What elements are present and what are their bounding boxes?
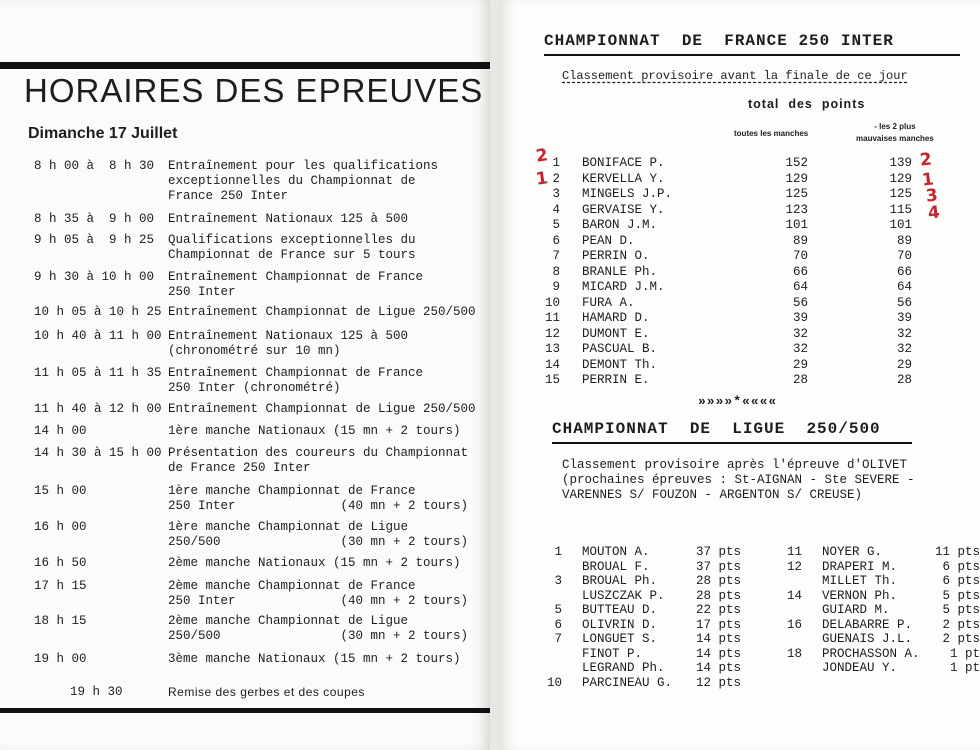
- schedule-description: Entraînement Championnat de France 250 Inter (chronométré): [168, 366, 424, 395]
- rider-points: 1 pt: [949, 646, 980, 661]
- table-row: [740, 545, 980, 559]
- rider-name: BARON J.M.: [582, 218, 658, 232]
- france-title-rule: [544, 54, 960, 56]
- schedule-time: 11 h 05 à 11 h 35: [34, 366, 162, 380]
- table-row: [500, 342, 980, 357]
- rider-name: LEGRAND Ph.: [582, 661, 665, 675]
- schedule-time: 14 h 30 à 15 h 00: [34, 446, 162, 460]
- schedule-time: 9 h 30 à 10 h 00: [34, 270, 155, 284]
- schedule-time: 11 h 40 à 12 h 00: [34, 402, 162, 416]
- rank-number: 1: [552, 156, 560, 170]
- rank-number: 18: [786, 646, 802, 661]
- rider-name: DELABARRE P.: [822, 617, 913, 632]
- rider-points: 28 pts: [696, 588, 742, 603]
- total-points: 32: [792, 326, 808, 341]
- schedule-description: Entraînement pour les qualifications exceptionnelles du Championnat de France 250 Inter: [168, 159, 439, 203]
- rank-number: 6: [552, 233, 560, 248]
- rider-name: FURA A.: [582, 295, 635, 310]
- table-row: [500, 647, 740, 661]
- rank-number: 3: [554, 574, 562, 588]
- schedule-description: 1ère manche Championnat de France 250 Inter (40 mn + 2 tours): [168, 484, 469, 513]
- total-points: 152: [785, 156, 808, 170]
- schedule-description: 2ème manche Nationaux (15 mn + 2 tours): [168, 556, 461, 570]
- best-points: 29: [896, 357, 912, 372]
- top-rule: [0, 62, 490, 69]
- total-points: 101: [785, 218, 808, 232]
- schedule-description: Qualifications exceptionnelles du Championnat de France sur 5 tours: [168, 233, 416, 262]
- table-row: [500, 373, 980, 388]
- rank-number: 13: [544, 342, 560, 356]
- rider-points: 22 pts: [696, 603, 742, 617]
- total-points: 28: [792, 373, 808, 387]
- rank-number: 5: [552, 218, 560, 232]
- rank-number: 2: [552, 171, 560, 186]
- rider-points: 2 pts: [942, 617, 980, 632]
- rank-number: 7: [552, 249, 560, 263]
- table-row: [500, 249, 980, 264]
- france-subtitle: Classement provisoire avant la finale de ce jour: [562, 69, 908, 83]
- rider-points: 11 pts: [934, 545, 980, 559]
- rider-name: PASCUAL B.: [582, 342, 658, 356]
- table-row: [500, 172, 980, 187]
- rider-name: GUENAIS J.L.: [822, 632, 913, 646]
- rank-number: 15: [544, 373, 560, 387]
- table-row: [740, 647, 980, 661]
- schedule-description: Entraînement Nationaux 125 à 500 (chronométré sur 10 mn): [168, 329, 409, 358]
- schedule-time: 8 h 35 à 9 h 00: [34, 212, 155, 226]
- schedule-description: Entraînement Championnat de Ligue 250/500: [168, 305, 476, 319]
- rider-points: 28 pts: [696, 574, 742, 588]
- rank-number: 4: [552, 202, 560, 217]
- best-points: 28: [896, 373, 912, 387]
- table-row: [500, 632, 740, 646]
- total-points: 64: [792, 280, 808, 294]
- day-heading: Dimanche 17 Juillet: [28, 125, 178, 142]
- total-points: 125: [785, 187, 808, 201]
- total-points: 89: [792, 233, 808, 248]
- rider-name: BROUAL F.: [582, 559, 650, 574]
- table-row: [500, 187, 980, 202]
- schedule-description: 1ère manche Championnat de Ligue 250/500 (30 mn + 2 tours): [168, 520, 469, 549]
- table-row: [500, 545, 740, 559]
- rider-points: 14 pts: [696, 646, 742, 661]
- rider-name: BROUAL Ph.: [582, 574, 658, 588]
- best-points: 70: [896, 249, 912, 263]
- table-row: [500, 574, 740, 588]
- rider-points: 5 pts: [942, 603, 980, 617]
- ligue-subtitle: Classement provisoire après l'épreuve d'OLIVET (prochaines épreuves : St-AIGNAN - Ste SEVERE - VARENNES S/ FOUZON - ARGENTON S/ CREUSE): [562, 458, 915, 502]
- schedule-description: Entraînement Championnat de France 250 Inter: [168, 270, 424, 299]
- table-row: [500, 265, 980, 280]
- table-row: [500, 203, 980, 218]
- rider-name: BRANLE Ph.: [582, 264, 658, 279]
- table-row: [500, 296, 980, 311]
- table-row: [500, 661, 740, 675]
- table-row: [740, 574, 980, 588]
- schedule-description: 3ème manche Nationaux (15 mn + 2 tours): [168, 652, 461, 666]
- rank-number: 9: [552, 280, 560, 294]
- rider-points: 1 pt: [949, 661, 980, 675]
- rider-points: 6 pts: [942, 559, 980, 574]
- column-all-rounds: toutes les manches: [734, 129, 809, 138]
- total-points: 129: [785, 171, 808, 186]
- rank-number: 11: [544, 311, 560, 325]
- schedule-description: Remise des gerbes et des coupes: [168, 685, 365, 699]
- section-separator: »»»»*««««: [698, 394, 778, 409]
- schedule-time: 9 h 05 à 9 h 25: [34, 233, 155, 247]
- schedule-time: 16 h 50: [34, 556, 87, 570]
- table-row: [500, 311, 980, 326]
- table-row: [740, 632, 980, 646]
- rank-number: 10: [544, 295, 560, 310]
- rider-points: 17 pts: [696, 617, 742, 632]
- handwritten-mark: 2: [534, 145, 550, 167]
- rank-number: 14: [544, 357, 560, 372]
- rider-name: MILLET Th.: [822, 574, 898, 588]
- schedule-description: Présentation des coureurs du Championnat de France 250 Inter: [168, 446, 469, 475]
- best-points: 115: [889, 202, 912, 217]
- rank-number: 3: [552, 187, 560, 201]
- rider-points: 6 pts: [942, 574, 980, 588]
- best-points: 56: [896, 295, 912, 310]
- rider-name: KERVELLA Y.: [582, 171, 665, 186]
- rider-name: DUMONT E.: [582, 326, 650, 341]
- total-points: 66: [792, 264, 808, 279]
- table-row: [740, 560, 980, 574]
- rank-number: 1: [554, 545, 562, 559]
- rider-name: PROCHASSON A.: [822, 646, 920, 661]
- best-points: 139: [889, 156, 912, 170]
- schedule-description: 2ème manche Championnat de Ligue 250/500 (30 mn + 2 tours): [168, 614, 469, 643]
- schedule-description: 1ère manche Nationaux (15 mn + 2 tours): [168, 424, 461, 438]
- total-points: 56: [792, 295, 808, 310]
- table-row: [500, 156, 980, 171]
- rider-points: 37 pts: [696, 545, 742, 559]
- rider-name: PERRIN E.: [582, 373, 650, 387]
- rank-number: 14: [786, 588, 802, 603]
- rider-name: PEAN D.: [582, 233, 635, 248]
- rider-name: FINOT P.: [582, 646, 643, 661]
- rider-name: PARCINEAU G.: [582, 675, 673, 690]
- rider-points: 14 pts: [696, 661, 742, 675]
- table-row: [500, 560, 740, 574]
- rank-number: 5: [554, 603, 562, 617]
- rider-name: DRAPERI M.: [822, 559, 898, 574]
- table-row: [500, 676, 740, 690]
- rank-number: 16: [786, 617, 802, 632]
- rank-number: 7: [554, 632, 562, 646]
- rider-name: LUSZCZAK P.: [582, 588, 665, 603]
- total-points-header: total des points: [748, 97, 866, 111]
- rider-name: HAMARD D.: [582, 311, 650, 325]
- rider-name: NOYER G.: [822, 545, 883, 559]
- table-row: [500, 234, 980, 249]
- rank-number: 8: [552, 264, 560, 279]
- rider-name: MINGELS J.P.: [582, 187, 673, 201]
- table-row: [500, 603, 740, 617]
- bottom-rule: [0, 708, 490, 713]
- best-points: 129: [889, 171, 912, 186]
- schedule-time: 8 h 00 à 8 h 30: [34, 159, 155, 173]
- schedule-time: 18 h 15: [34, 614, 87, 628]
- france-title: CHAMPIONNAT DE FRANCE 250 INTER: [544, 32, 894, 50]
- schedule-time: 10 h 40 à 11 h 00: [34, 329, 162, 343]
- best-points: 125: [889, 187, 912, 201]
- rider-name: GUIARD M.: [822, 603, 890, 617]
- rider-points: 37 pts: [696, 559, 742, 574]
- schedule-time: 16 h 00: [34, 520, 87, 534]
- table-row: [500, 358, 980, 373]
- schedule-time: 19 h 00: [34, 652, 87, 666]
- column-minus-worst: - les 2 plus mauvaises manches: [856, 122, 934, 143]
- rank-number: 11: [786, 545, 802, 559]
- rank-number: 12: [786, 559, 802, 574]
- schedule-description: 2ème manche Championnat de France 250 Inter (40 mn + 2 tours): [168, 579, 469, 608]
- handwritten-mark: 4: [926, 202, 941, 224]
- best-points: 32: [896, 326, 912, 341]
- table-row: [500, 327, 980, 342]
- table-row: [500, 218, 980, 233]
- total-points: 29: [792, 357, 808, 372]
- handwritten-mark: 2: [918, 149, 933, 171]
- handwritten-mark: 3: [924, 185, 939, 207]
- schedule-time: 10 h 05 à 10 h 25: [34, 305, 162, 319]
- rank-number: 10: [546, 675, 562, 690]
- schedule-time: 17 h 15: [34, 579, 87, 593]
- total-points: 70: [792, 249, 808, 263]
- ligue-title-rule: [552, 442, 912, 444]
- rider-points: 2 pts: [942, 632, 980, 646]
- table-row: [500, 618, 740, 632]
- schedule-time: 15 h 00: [34, 484, 87, 498]
- table-row: [500, 589, 740, 603]
- table-row: [740, 603, 980, 617]
- rider-points: 12 pts: [696, 675, 742, 690]
- best-points: 32: [896, 342, 912, 356]
- handwritten-mark: 1: [534, 168, 550, 190]
- right-page: [500, 0, 980, 750]
- best-points: 64: [896, 280, 912, 294]
- schedule-time: 19 h 30: [70, 685, 123, 699]
- rider-name: VERNON Ph.: [822, 588, 898, 603]
- rider-name: PERRIN O.: [582, 249, 650, 263]
- total-points: 32: [792, 342, 808, 356]
- best-points: 101: [889, 218, 912, 232]
- table-row: [500, 280, 980, 295]
- rider-name: OLIVRIN D.: [582, 617, 658, 632]
- rider-name: BUTTEAU D.: [582, 603, 658, 617]
- table-row: [740, 618, 980, 632]
- rider-points: 14 pts: [696, 632, 742, 646]
- page-title: HORAIRES DES EPREUVES: [24, 72, 484, 109]
- total-points: 123: [785, 202, 808, 217]
- ligue-title: CHAMPIONNAT DE LIGUE 250/500: [552, 420, 881, 438]
- best-points: 89: [896, 233, 912, 248]
- rider-name: MOUTON A.: [582, 545, 650, 559]
- rider-name: MICARD J.M.: [582, 280, 665, 294]
- rider-name: GERVAISE Y.: [582, 202, 665, 217]
- schedule-description: Entraînement Championnat de Ligue 250/500: [168, 402, 476, 416]
- rider-name: JONDEAU Y.: [822, 661, 898, 675]
- rank-number: 12: [544, 326, 560, 341]
- rider-name: BONIFACE P.: [582, 156, 665, 170]
- best-points: 39: [896, 311, 912, 325]
- schedule-time: 14 h 00: [34, 424, 87, 438]
- schedule-description: Entraînement Nationaux 125 à 500: [168, 212, 409, 226]
- rider-points: 5 pts: [942, 588, 980, 603]
- table-row: [740, 589, 980, 603]
- total-points: 39: [792, 311, 808, 325]
- rider-name: DEMONT Th.: [582, 357, 658, 372]
- table-row: [740, 661, 980, 675]
- rank-number: 6: [554, 617, 562, 632]
- best-points: 66: [896, 264, 912, 279]
- handwritten-mark: 1: [920, 169, 935, 191]
- rider-name: LONGUET S.: [582, 632, 658, 646]
